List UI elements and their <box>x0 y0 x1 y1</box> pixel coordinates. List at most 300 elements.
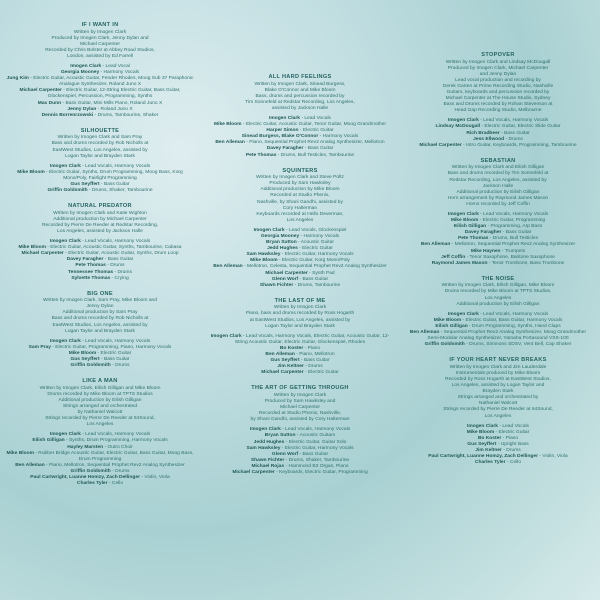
track-credits-block <box>6 378 194 487</box>
performer-role: - Synth Pad <box>307 270 335 276</box>
track-title: STOPOVER <box>481 52 515 58</box>
performer-name: Gus Seyffert <box>70 181 100 187</box>
credit-line: Produced by Imogen Clark, Michael Carpenter <box>447 65 549 71</box>
credit-line: Los Angeles <box>86 422 114 428</box>
performer-role: - Acoustic Guitar <box>296 240 334 246</box>
production-credits <box>404 60 592 115</box>
performer-role: - Tenor Trombone, Bass Trombone <box>487 260 565 266</box>
production-credits <box>6 298 194 335</box>
track-credits-block <box>404 158 592 267</box>
performer-role: - Drums, Bull Testicles <box>488 236 539 242</box>
performer-list <box>6 339 194 369</box>
performer-role: - Bass Guitar <box>299 358 330 364</box>
performer-name: Imogen Clark <box>269 115 300 121</box>
credit-line: Produced by Sam Hawksley and <box>264 398 336 404</box>
performer-role: - Electric Guitar <box>494 429 530 435</box>
credit-line: Written by Imogen Clark <box>273 392 327 398</box>
performer-name: Gus Seyffert <box>70 357 100 363</box>
production-credits <box>6 386 194 429</box>
performer-name: Griffin Goldsmith <box>47 188 88 194</box>
performer-line <box>404 342 592 348</box>
performer-line <box>6 276 194 282</box>
performer-role: - Electric Guitar, Bass Guitar, Harmony Vocals <box>461 317 563 323</box>
credit-line: Additional production by Eilish Gilligan <box>456 301 540 307</box>
credit-line: by Nathaniel Walcott <box>77 410 123 416</box>
performer-name: Mike Bloom <box>450 218 479 224</box>
performer-name: Pete Thomas <box>245 152 277 158</box>
credit-line: Written by Imogen Clark and Katie Wighton <box>53 210 147 216</box>
performer-role: - Bass Guitar <box>103 257 134 263</box>
performer-list <box>206 334 394 377</box>
track-title: NATURAL PREDATOR <box>68 203 132 210</box>
performer-role: - Drums <box>105 263 125 269</box>
credit-line: Piano, bass and drums recorded by Ross Hogarth <box>245 311 355 317</box>
performer-role: - Violin, Viola <box>139 475 170 481</box>
performer-name: Charles Tyler <box>76 481 108 487</box>
performer-role: - Lead Vocals, Glockenspiel <box>284 227 347 233</box>
credit-line: London, assisted by Ed Farrell <box>66 53 134 59</box>
performer-role: - Electric Guitar, Guitar Solo <box>284 439 347 445</box>
performer-name: Michael Carpenter <box>265 270 308 276</box>
performer-name: Jung Kim <box>6 76 29 82</box>
track-credits-block <box>404 52 592 149</box>
performer-line <box>6 76 194 88</box>
performer-role: - Lead Vocals, Harmony Vocals <box>80 432 151 438</box>
credit-line: Los Angeles, assisted by Logan Taylor and <box>451 383 545 389</box>
credit-line: Horns recorded by Jeff Coffin <box>466 201 530 207</box>
performer-name: Mike Bloom <box>18 245 46 251</box>
track-credits-block <box>404 357 592 466</box>
performer-name: Hayley Marsten <box>67 444 104 450</box>
performer-role: - Drums <box>303 364 323 370</box>
performer-role: - Bass Guitar <box>501 230 532 236</box>
performer-line <box>6 481 194 487</box>
performer-role: - Piano <box>501 435 519 441</box>
credit-line: Logan Taylor and Brayden Stark <box>65 153 135 159</box>
credit-line: Strings arranged and orchestrated <box>62 404 138 409</box>
performer-name: Ben Alleman <box>15 462 45 468</box>
performer-role: - Mellotron, Sequential Prophet Rev2 Analog Synthesizer <box>450 242 576 248</box>
performer-list <box>6 64 194 119</box>
credit-line: Produced by Imogen Clark, Jenny Dylan and <box>51 35 149 41</box>
performer-list <box>404 212 592 267</box>
performer-name: Mike Bloom <box>17 169 45 175</box>
performer-role: - Drums, Shaker, Tambourine <box>284 457 350 463</box>
performer-name: Imogen Clark <box>253 227 285 233</box>
performer-list <box>206 427 394 476</box>
performer-role: - Harmony Vocals <box>299 233 340 239</box>
production-credits <box>404 165 592 208</box>
performer-role: - Drums, Simmons SDSV, Vent Bell, Cap Shaker <box>464 342 572 348</box>
credit-line: and Jenny Dylan <box>479 71 517 77</box>
performer-name: Mike Haynes <box>470 248 501 254</box>
performer-list <box>6 432 194 487</box>
performer-role: - Electric Guitar, Acoustic Guitar, Synths, Drum Loop <box>63 251 179 257</box>
performer-name: Imogen Clark <box>249 427 281 433</box>
performer-name: Bo Koster <box>279 345 304 351</box>
performer-role: - Drums <box>110 363 130 369</box>
credit-line: Keyboards recorded at Hello Deverman, <box>256 211 344 217</box>
performer-role: - Bass Guitar <box>298 276 329 282</box>
credit-line: Recorded by Ross Hogarth at EastWest Studios, <box>445 376 551 382</box>
credit-line: Written by Imogen Clark and Jim Lauderdale <box>449 364 547 370</box>
credit-line: Los Angeles <box>484 413 512 419</box>
performer-role: - Trumpets <box>500 248 526 254</box>
performer-role: - Hammond B3 Organ, Piano <box>284 463 349 469</box>
credit-line: Redstar Recording, Los Angeles, assisted by <box>449 177 547 183</box>
performer-role: - Electric Guitar, Harmony Vocals <box>280 252 354 258</box>
credit-line: Written by Imogen Clark and Steve Poltz <box>256 175 344 181</box>
performer-name: Mike Bloom <box>250 258 278 264</box>
production-credits <box>404 283 592 307</box>
performer-list <box>404 312 592 349</box>
credit-line: Cory Halterman <box>282 205 318 211</box>
credit-line: Bass, drums and percussion recorded by <box>255 93 345 99</box>
performer-name: Jess Ellwood <box>473 136 505 142</box>
credit-line: by Shani Gandhi, assisted by Cory Halterman <box>250 417 350 423</box>
performer-name: Georgia Mooney <box>60 70 100 76</box>
performer-role: - Bass Guitar <box>298 451 329 457</box>
performer-name: Charles Tyler <box>474 460 506 466</box>
performer-name: Paul Cartwright, Luanne Homzy, Zach Dellinger <box>30 475 140 481</box>
credit-line: Logan Taylor and Brayden Stark <box>65 328 135 334</box>
credit-line: Los Angeles <box>484 295 512 301</box>
performer-role: - Bass Guitar <box>99 357 130 363</box>
performer-role: - Lead Vocals <box>497 423 529 429</box>
credits-column-right <box>404 52 592 475</box>
performer-role: - Drums, Bull Testicles, Tambourine <box>276 152 355 158</box>
credit-line: at EastWest Studios, Los Angeles, assisted by <box>249 317 351 323</box>
performer-name: Jeff Coffin <box>441 254 466 260</box>
performer-list <box>404 118 592 148</box>
credit-line: Horn arrangement by Raymond James Mason <box>447 195 549 201</box>
performer-role: - Keyboards, Electric Guitar, Programming <box>274 469 368 475</box>
performer-name: Imogen Clark <box>467 423 498 429</box>
credit-line: Lead vocal production and recording by <box>455 77 541 83</box>
performer-name: Griffin Goldsmith <box>424 342 465 348</box>
performer-name: Davey Faragher <box>66 257 104 263</box>
performer-name: Jim Keltner <box>277 364 304 370</box>
credit-line: Recorded at Studio Phenix, <box>270 193 330 199</box>
credit-line: Bass and Drums recorded by Rohan Stevenson at <box>443 102 553 108</box>
credit-line: Written by Imogen Clark and Eilish Gilligan <box>451 165 545 171</box>
performer-role: - Electric Guitar, Electric Slide Guitar <box>480 124 561 130</box>
performer-name: Mike Bloom <box>68 350 97 356</box>
performer-line <box>6 170 194 182</box>
performer-role: - Lead Vocals, Harmony Vocals <box>478 118 549 124</box>
credit-line: Bass and drums recorded by Tim Sonnefeld at <box>447 171 549 177</box>
performer-role: - Violin, Viola <box>537 454 568 460</box>
performer-line <box>206 283 394 289</box>
credit-line: assisted by Jackson Halle <box>271 105 329 111</box>
production-credits <box>206 82 394 112</box>
credit-line: Written by Imogen Clark, Eilish Gilligan, Mike Bloom <box>441 283 555 289</box>
credit-line: EastWest Studios, Los Angeles, assisted by <box>52 147 148 153</box>
performer-name: Michael Rojas <box>251 463 285 469</box>
credit-line: Written by Imogen Clark, Eilish Gilligan and Mike Bloom <box>39 385 161 391</box>
performer-name: Sinead Burgess, Blake O'Connor <box>241 134 319 140</box>
credit-line: Michael Carpenter <box>80 41 120 47</box>
performer-name: Raymond James Mason <box>431 260 488 266</box>
performer-line <box>6 451 194 463</box>
production-credits <box>206 175 394 224</box>
credit-line: Tim Sonnefeld at Redstar Recording, Los Angeles, <box>245 99 355 105</box>
performer-line <box>206 153 394 159</box>
performer-name: Imogen Clark <box>447 311 479 317</box>
performer-name: Jim Keltner <box>475 447 502 453</box>
performer-role: - Piano, Sequential Prophet Rev2 Analog Synthesizer, Mellotron <box>244 140 385 146</box>
performer-role: - Drums, Shaker, Tambourine <box>87 188 153 194</box>
credit-line: Produced by Sam Hawksley <box>269 181 331 187</box>
performer-name: Bryan Sutton <box>266 240 297 246</box>
performer-name: Bo Koster <box>477 435 502 441</box>
performer-role: - Electric Guitar, Acoustic Guitar, Tenor Guitar, Moog Grandmother <box>241 122 386 128</box>
performer-line <box>404 143 592 149</box>
performer-name: Bryan Sutton <box>264 433 296 439</box>
credit-line: Instrumentals produced by Mike Bloom <box>455 370 541 376</box>
performer-name: Mike Bloom <box>6 450 34 456</box>
track-title: THE NOISE <box>481 275 515 282</box>
performer-name: Max Dunn <box>37 100 62 106</box>
credit-line: Additional production by Sam Pray <box>62 310 138 316</box>
performer-name: Lindsay McDougall <box>435 124 481 130</box>
credit-line: Drums recorded by Mike Bloom at TPTS Studios <box>47 391 153 397</box>
performer-name: Jenny Dylan <box>67 106 97 112</box>
performer-name: Ben Alleman <box>409 329 440 335</box>
performer-name: Griffin Goldsmith <box>70 468 111 474</box>
performer-name: Michael Carpenter <box>21 251 64 257</box>
performer-name: Rich Bradbeer <box>466 130 500 136</box>
track-credits-block <box>206 298 394 377</box>
credit-line: Recorded at Studio Phenix, Nashville, <box>258 411 342 417</box>
performer-name: Imogen Clark <box>70 63 102 69</box>
credit-line: Michael Carpenter at The House Studio, Sydney <box>445 96 551 102</box>
performer-role: - Electric Guitar, Programming <box>478 218 546 224</box>
performer-role: - Lead Vocal <box>101 63 130 69</box>
performer-name: Shawn Fichter <box>259 282 294 288</box>
performer-name: Sylvette Thomas <box>71 275 111 281</box>
performer-role: - Cello <box>505 460 522 466</box>
credit-line: Additional production by Eilish Gilligan <box>456 189 540 195</box>
performer-name: Imogen Clark <box>447 118 479 124</box>
credit-line: Written by Imogen Clark, Sam Pray, Mike Bloom and <box>43 298 157 304</box>
track-title: SEBASTIAN <box>480 157 516 164</box>
track-title: LIKE A MAN <box>82 378 118 385</box>
performer-name: Jedd Hughes <box>253 439 285 445</box>
credits-column-center <box>206 74 394 485</box>
performer-role: - Bass Guitar, Mini Mills Piano, Roland Juno X <box>61 100 163 106</box>
credit-line: Derek Garten at Prime Recording Studio, Nashville <box>442 83 554 89</box>
performer-role: - Lead Vocals, Harmony Vocals <box>280 427 351 433</box>
track-credits-block <box>206 385 394 476</box>
performer-name: Harper Simon <box>266 128 299 134</box>
performer-role: - Piano, Mellotron, Sequential Prophet Rev2 Analog Synthesizer <box>44 462 185 468</box>
performer-name: Ben Alleman <box>213 264 243 270</box>
credit-line: Recorded by Pierre De Reeder at Redstar Recording, <box>41 222 159 228</box>
credit-line: Head Gap Recording Studio, Melbourne <box>454 108 542 114</box>
performer-name: Michael Carpenter <box>419 142 462 148</box>
track-title: SILHOUETTE <box>80 127 120 134</box>
performer-line <box>6 88 194 100</box>
performer-name: Tennessee Thomas <box>68 269 114 275</box>
performer-role: - Lead Vocals, Harmony Vocals, Electric Guitar, Acoustic Guitar, 12-String Acoustic Guitar, Electric Guitar, Glockenspiel, Rhodes <box>234 333 390 345</box>
credit-line: Additional production by Eilish Gilligan <box>58 397 142 403</box>
performer-line <box>404 330 592 342</box>
performer-role: - Electric Guitar <box>96 350 132 356</box>
performer-line <box>404 261 592 267</box>
credit-line: Bass and drums recorded by Rob Nicholls at <box>51 141 149 147</box>
performer-role: - Lead Vocals, Harmony Vocals <box>478 311 549 317</box>
performer-role: - Piano <box>303 345 321 351</box>
performer-name: Ben Alleman <box>265 351 295 357</box>
performer-role: - Outro Choir <box>103 444 133 450</box>
performer-role: - Roland Juno X <box>96 106 133 112</box>
performer-role: - Electric Guitar <box>297 246 333 252</box>
performer-name: Georgia Mooney <box>260 233 300 239</box>
track-title: SQUINTERS <box>282 167 318 174</box>
track-credits-block <box>206 168 394 289</box>
performer-role: - Electric Guitar, Programming, Piano, Harmony Vocals <box>50 344 172 350</box>
performer-name: Paul Cartwright, Luanne Homzy, Zach Dellinger <box>428 454 538 460</box>
performer-name: Michael Carpenter <box>261 370 304 376</box>
credit-line: Bass and drums recorded by Rob Nicholls at <box>51 316 149 322</box>
credit-line: Written by Imogen Clark <box>73 29 127 35</box>
credit-line: Nashville, by Shani Gandhi, assisted by <box>257 199 343 205</box>
performer-line <box>6 188 194 194</box>
production-credits <box>6 30 194 60</box>
credit-line: Additional production by Mike Bloom <box>260 187 340 193</box>
performer-role: - Intro Guitar, Keyboards, Programming, Tambourine <box>461 142 577 148</box>
performer-name: Sam Pray <box>28 344 51 350</box>
performer-role: - Electric Guitar <box>303 370 339 376</box>
performer-role: - Lead Vocals, Harmony Vocals <box>80 239 151 245</box>
performer-name: Gus Seyffert <box>467 441 497 447</box>
credit-line: Written by Imogen Clark and Lindsay McDougall <box>445 59 551 65</box>
track-title: THE ART OF GETTING THROUGH <box>251 385 349 392</box>
track-credits-block <box>6 22 194 119</box>
performer-role: - Upright Bass <box>496 441 529 447</box>
performer-role: - Piano, Mellotron <box>294 351 335 357</box>
track-credits-block <box>6 128 194 194</box>
track-credits-block <box>6 291 194 370</box>
performer-name: Davey Faragher <box>266 146 304 152</box>
performer-name: Eilish Gilligan <box>435 323 468 329</box>
track-title: IF I WANT IN <box>81 22 119 28</box>
performer-name: Davey Faragher <box>464 230 502 236</box>
performer-list <box>206 116 394 159</box>
performer-role: - Drums <box>504 136 523 142</box>
production-credits <box>404 365 592 420</box>
performer-role: - Drums, Tambourine, Shaker <box>93 112 159 118</box>
performer-name: Michael Carpenter <box>232 469 275 475</box>
performer-role: - Electric Guitar, Harmony Vocals <box>280 445 354 451</box>
performer-line <box>6 113 194 119</box>
performer-name: Glenn Worf <box>271 451 299 457</box>
performer-name: Jedd Hughes <box>267 246 298 252</box>
performer-role: - Bass Guitar <box>499 130 530 136</box>
performer-role: - Rubber Bridge Acoustic Guitar, Electric Guitar, Bass Guitar, Moog Bass, Drum Programming <box>33 450 194 462</box>
credit-line: Additional production by Michael Carpenter <box>53 216 147 222</box>
performer-role: - Drums <box>110 468 130 474</box>
credit-line: EastWest Studios, Los Angeles, assisted by <box>52 322 148 328</box>
credit-line: Recorded by Chris Bolster at Abbey Road Studios, <box>45 47 155 53</box>
credit-line: Michael Carpenter <box>280 405 320 411</box>
performer-name: Pete Thomas <box>75 263 106 269</box>
credit-line: Guitars, keyboards and percussion recorded by <box>446 89 550 95</box>
production-credits <box>6 211 194 235</box>
performer-role: - Electric Guitar, Acoustic Guitar, Synths, Tambourine, Cabasa <box>45 245 182 251</box>
track-title: ALL HARD FEELINGS <box>268 74 332 80</box>
performer-role: - Drums <box>113 269 132 275</box>
performer-role: - Harmony Vocals <box>318 134 359 140</box>
credit-line: Strings recorded by Pierre De Reeder at 64Sound, <box>443 407 553 413</box>
performer-role: - Electric Guitar, 12-String Electric Guitar, Bass Guitar, Glockenspiel, Percussion, Programming, Synths <box>47 88 181 100</box>
performer-list <box>6 239 194 282</box>
performer-role: - Cello <box>107 481 124 487</box>
production-credits <box>6 135 194 159</box>
performer-role: - Programming, Arp Bass <box>486 224 543 230</box>
performer-role: - Drum Programming, Synths, Hand Claps <box>467 323 561 329</box>
performer-name: Sam Hawksley <box>246 252 281 258</box>
performer-role: - Harmony Vocals <box>99 70 140 76</box>
performer-name: Michael Carpenter <box>19 88 62 94</box>
credit-line: Drums recorded by Mike Bloom at TPTS Studios, <box>444 289 552 295</box>
credit-line: Los Angeles, assisted by Jackson Halle <box>57 228 143 234</box>
performer-role: - Bass Guitar <box>303 146 334 152</box>
performer-name: Mike Bloom <box>214 122 242 128</box>
credit-line: Written by Imogen Clark <box>273 305 327 311</box>
credit-line: Strings recorded by Pierre De Reeder at 64Sound, <box>45 416 155 422</box>
performer-name: Ben Alleman <box>420 242 451 248</box>
credit-line: Los Angeles <box>286 217 314 223</box>
track-title: IF YOUR HEART NEVER BREAKS <box>449 357 547 364</box>
performer-line <box>206 470 394 476</box>
performer-role: - Lead Vocals, Harmony Vocals <box>80 338 151 344</box>
performer-name: Imogen Clark <box>49 163 81 169</box>
performer-role: - Synths, Drum Programming, Harmony Vocals <box>64 438 168 444</box>
credit-line: Written by Imogen Clark, Sinead Burgess, <box>254 81 346 87</box>
performer-name: Imogen Clark <box>49 432 81 438</box>
performer-name: Imogen Clark <box>49 239 81 245</box>
performer-role: - Sequential Prophet Rev2 Analog Synthesizer, Moog Grandmother Semi-Modular Analog Synthesizer, Yamaha Portasound VSS-100 <box>427 329 587 342</box>
performer-name: Shawn Fichter <box>250 457 285 463</box>
credit-line: Jenny Dylan <box>86 304 114 310</box>
performer-line <box>206 334 394 346</box>
performer-role: - Electric Guitar, Synths, Drum Programming, Moog Bass, Korg Mono/Poly, Fairlight Programming <box>44 169 183 181</box>
track-credits-block <box>404 276 592 348</box>
performer-line <box>6 363 194 369</box>
credits-column-left <box>6 22 194 496</box>
performer-list <box>206 228 394 289</box>
performer-name: Dennis Borrenrzowski <box>41 112 94 118</box>
track-title: BIG ONE <box>87 290 113 297</box>
performer-name: Eilish Gilligan <box>32 438 65 444</box>
credit-line: Logan Taylor and Brayden Stark <box>265 323 335 329</box>
production-credits <box>206 393 394 423</box>
track-credits-block <box>6 203 194 282</box>
performer-role: - Bass Guitar <box>99 181 130 187</box>
performer-name: Imogen Clark <box>447 211 479 217</box>
performer-role: - Tenor Saxophone, Baritone Saxophone <box>465 254 555 260</box>
performer-role: - Acoustic Guitars <box>295 433 336 439</box>
performer-role: - Electric Guitar <box>298 128 334 134</box>
credit-line: Brayden Stark <box>482 389 514 395</box>
performer-name: Mike Bloom <box>466 429 495 435</box>
performer-name: Imogen Clark <box>49 338 81 344</box>
performer-role: - Drums, Tambourine <box>293 282 341 288</box>
performer-name: Imogen Clark <box>210 333 242 339</box>
credit-line: Blake O'Connor and Mike Bloom <box>264 87 336 93</box>
